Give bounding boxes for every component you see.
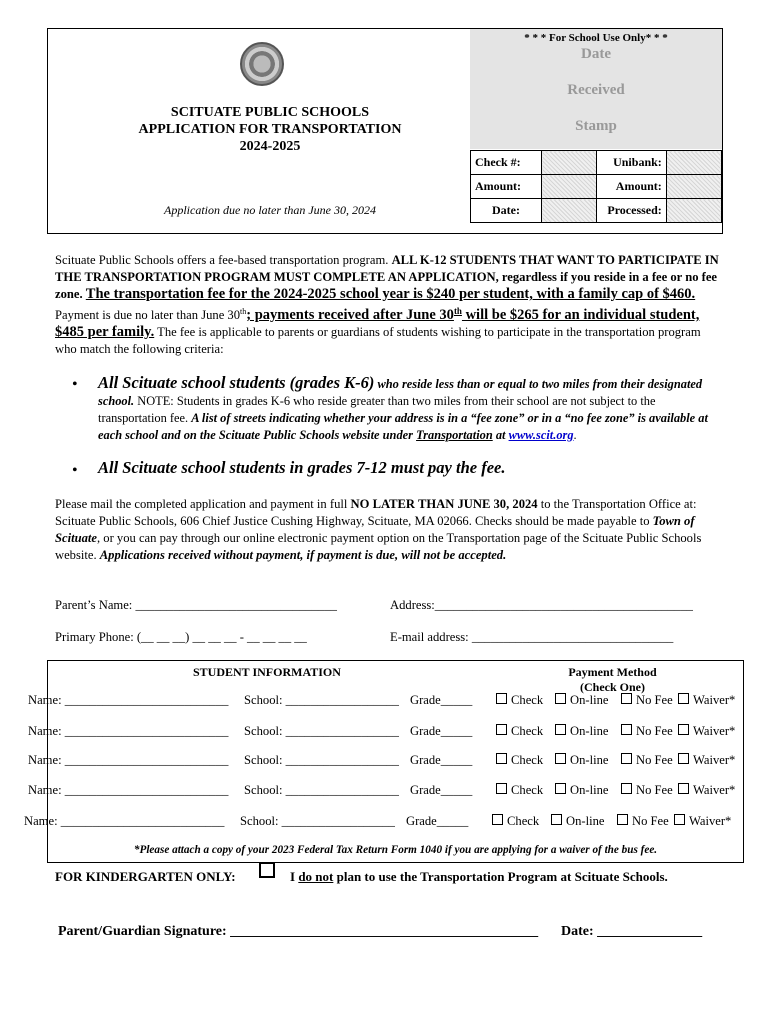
- amount2-field: [666, 175, 721, 199]
- mail-text-3: , or you can pay through our online electronic payment option on the Transportation page of the Scituate Public Schools website.: [55, 531, 702, 562]
- title-line3: 2024-2025: [239, 139, 301, 154]
- check-number-field: [542, 151, 597, 175]
- payment-method-title: Payment Method: [568, 665, 657, 679]
- stamp-word-date: Date: [581, 46, 611, 62]
- pay-waiver-option[interactable]: [678, 753, 735, 768]
- payment-due-text: Payment is due no later than June 30: [55, 308, 241, 323]
- phone-field[interactable]: Primary Phone: (__ __ __) __ __ __ - __ __ __ __: [55, 630, 307, 644]
- student-school-field[interactable]: School: __________________: [244, 693, 399, 707]
- checkbox-icon[interactable]: [496, 753, 507, 764]
- student-name-field[interactable]: Name: __________________________: [28, 753, 229, 767]
- amount2-label: Amount:: [597, 175, 667, 199]
- pay-nofee-option[interactable]: [617, 814, 669, 829]
- option-label: Check: [511, 783, 544, 797]
- signature-field[interactable]: Parent/Guardian Signature: ____________________________________________: [58, 924, 539, 939]
- mail-warning: Applications received without payment, if payment is due, will not be accepted.: [99, 548, 507, 562]
- option-label: Waiver*: [693, 724, 736, 738]
- student-school-field[interactable]: School: __________________: [240, 814, 395, 828]
- kinder-text-b: plan to use the Transportation Program at Scituate Schools.: [333, 869, 668, 884]
- checkbox-icon[interactable]: [555, 753, 566, 764]
- option-label: On-line: [566, 814, 605, 828]
- option-label: No Fee: [636, 753, 673, 767]
- checkbox-icon[interactable]: [492, 814, 503, 825]
- bullet-2: •: [72, 462, 78, 479]
- mail-deadline: NO LATER THAN JUNE 30, 2024: [350, 497, 538, 511]
- checkbox-icon[interactable]: [621, 753, 632, 764]
- bullet-1: •: [72, 376, 78, 393]
- option-label: Waiver*: [693, 753, 736, 767]
- kinder-text-u: do not: [298, 869, 334, 884]
- pay-waiver-option[interactable]: [678, 724, 735, 739]
- option-label: Waiver*: [693, 783, 736, 797]
- student-name-field[interactable]: Name: __________________________: [28, 693, 229, 707]
- kindergarten-label: FOR KINDERGARTEN ONLY:: [55, 869, 236, 884]
- option-label: Check: [507, 814, 540, 828]
- waiver-footnote: *Please attach a copy of your 2023 Federal Tax Return Form 1040 if you are applying for a waiver of the bus fee.: [133, 844, 658, 856]
- parent-name-field[interactable]: Parent’s Name: ________________________________: [55, 598, 337, 612]
- checkbox-icon[interactable]: [621, 783, 632, 794]
- stamp-heading: * * * For School Use Only* * *: [524, 32, 668, 44]
- checkbox-icon[interactable]: [496, 783, 507, 794]
- address-field[interactable]: Address:_________________________________________: [390, 598, 693, 612]
- intro-bold: ALL K-12 STUDENTS THAT WANT TO PARTICIPATE IN THE TRANSPORTATION PROGRAM MUST COMPLETE AN APPLICATION, regardless if you reside in a fee or no fee zone.: [55, 253, 719, 301]
- mail-text-2: to the Transportation Office at: Scituate Public Schools, 606 Chief Justice Cushing Highway, Scituate, MA 02066. Checks should be made payable to: [55, 497, 697, 528]
- checkbox-icon[interactable]: [555, 783, 566, 794]
- pay-check-option[interactable]: [496, 693, 543, 708]
- title-line1: SCITUATE PUBLIC SCHOOLS: [170, 105, 370, 120]
- kinder-text-a: I: [290, 869, 299, 884]
- page-title: [70, 104, 470, 155]
- payee-name: Town of Scituate: [55, 514, 695, 545]
- checkbox-icon[interactable]: [617, 814, 628, 825]
- kindergarten-statement: [290, 869, 668, 885]
- bullet-1-heading: All Scituate school students (grades K-6): [98, 373, 375, 392]
- student-grade-field[interactable]: Grade_____: [410, 693, 473, 707]
- option-label: On-line: [570, 693, 609, 707]
- pay-online-option[interactable]: [551, 814, 604, 829]
- student-grade-field[interactable]: Grade_____: [410, 753, 473, 767]
- student-school-field[interactable]: School: __________________: [244, 753, 399, 767]
- option-label: Check: [511, 724, 544, 738]
- stamp-word-received: Received: [567, 82, 625, 98]
- pay-nofee-option[interactable]: [621, 753, 673, 768]
- checkbox-icon[interactable]: [555, 693, 566, 704]
- checkbox-icon[interactable]: [621, 724, 632, 735]
- student-grade-field[interactable]: Grade_____: [410, 724, 473, 738]
- option-label: No Fee: [632, 814, 669, 828]
- late-th-sup: th: [453, 306, 462, 316]
- bullet-1-text: [98, 374, 720, 444]
- pay-online-option[interactable]: [555, 753, 608, 768]
- student-info-heading: STUDENT INFORMATION: [193, 665, 341, 679]
- checkbox-icon[interactable]: [674, 814, 685, 825]
- date-label: Date:: [471, 199, 542, 223]
- checkbox-icon[interactable]: [678, 724, 689, 735]
- option-label: On-line: [570, 724, 609, 738]
- pay-waiver-option[interactable]: [674, 814, 731, 829]
- stamp-word-stamp: Stamp: [575, 118, 617, 134]
- office-use-grid: [470, 150, 722, 234]
- option-label: No Fee: [636, 724, 673, 738]
- late-fee-text: ; payments received after June 30: [246, 307, 454, 324]
- pay-check-option[interactable]: [492, 814, 539, 829]
- pay-check-option[interactable]: [496, 724, 543, 739]
- intro-tail: The fee is applicable to parents or guardians of students wishing to participate in the transportation program who match the following criteria:: [55, 325, 701, 357]
- fee-text: The transportation fee for the 2024-2025 school year is $240 per student, with a family cap of $460.: [85, 286, 696, 302]
- pay-check-option[interactable]: [496, 783, 543, 798]
- pay-nofee-option[interactable]: [621, 783, 673, 798]
- email-field[interactable]: E-mail address: ________________________________: [390, 630, 674, 644]
- check-number-label: Check #:: [471, 151, 542, 175]
- student-grade-field[interactable]: Grade_____: [410, 783, 473, 797]
- unibank-field: [666, 151, 721, 175]
- option-label: Check: [511, 753, 544, 767]
- pay-waiver-option[interactable]: [678, 783, 735, 798]
- mail-paragraph: [55, 496, 720, 564]
- pay-nofee-option[interactable]: [621, 693, 673, 708]
- bullet-1-bi: who reside less than or equal to two miles from their designated school.: [98, 377, 703, 408]
- student-grade-field[interactable]: Grade_____: [406, 814, 469, 828]
- bullet-2-text: All Scituate school students in grades 7-12 must pay the fee.: [98, 458, 506, 477]
- checkbox-icon[interactable]: [678, 783, 689, 794]
- amount-label: Amount:: [471, 175, 542, 199]
- checkbox-icon[interactable]: [496, 724, 507, 735]
- checkbox-icon[interactable]: [551, 814, 562, 825]
- unibank-label: Unibank:: [597, 151, 667, 175]
- pay-online-option[interactable]: [555, 724, 608, 739]
- title-line2: APPLICATION FOR TRANSPORTATION: [138, 122, 402, 137]
- date-field: [542, 199, 597, 223]
- student-school-field[interactable]: School: __________________: [244, 724, 399, 738]
- bullet-1-note: NOTE: Students in grades K-6 who reside greater than two miles from their school are not subject to the transportation fee.: [98, 394, 656, 425]
- payment-method-heading: [565, 665, 660, 695]
- checkbox-icon[interactable]: [496, 693, 507, 704]
- pay-waiver-option[interactable]: [678, 693, 735, 708]
- bullet-1-end: .: [573, 428, 577, 442]
- bullet-1-at: at: [492, 428, 509, 442]
- student-name-field[interactable]: Name: __________________________: [24, 814, 225, 828]
- option-label: No Fee: [636, 693, 673, 707]
- checkbox-icon[interactable]: [678, 693, 689, 704]
- option-label: On-line: [570, 783, 609, 797]
- student-name-field[interactable]: Name: __________________________: [28, 783, 229, 797]
- transportation-link[interactable]: Transportation: [416, 428, 493, 442]
- website-link[interactable]: www.scit.org: [508, 428, 574, 442]
- pay-online-option[interactable]: [555, 783, 608, 798]
- student-name-field[interactable]: Name: __________________________: [28, 724, 229, 738]
- intro-paragraph: [55, 252, 720, 358]
- option-label: No Fee: [636, 783, 673, 797]
- processed-field: [666, 199, 721, 223]
- option-label: On-line: [570, 753, 609, 767]
- payment-method-sub: (Check One): [580, 680, 645, 694]
- pay-online-option[interactable]: [555, 693, 608, 708]
- pay-nofee-option[interactable]: [621, 724, 673, 739]
- mail-text-1: Please mail the completed application and payment in full: [55, 497, 351, 511]
- late-fee-text2: will be $265 for an individual student, $485 per family.: [55, 307, 700, 341]
- signature-date-field[interactable]: Date: _______________: [561, 924, 703, 939]
- option-label: Waiver*: [693, 693, 736, 707]
- option-label: Check: [511, 693, 544, 707]
- intro-text: Scituate Public Schools offers a fee-based transportation program.: [55, 253, 392, 267]
- checkbox-icon[interactable]: [678, 753, 689, 764]
- kindergarten-checkbox[interactable]: [259, 862, 275, 878]
- student-school-field[interactable]: School: __________________: [244, 783, 399, 797]
- pay-check-option[interactable]: [496, 753, 543, 768]
- due-date-note: Application due no later than June 30, 2024: [164, 203, 376, 217]
- checkbox-icon[interactable]: [621, 693, 632, 704]
- amount-field: [542, 175, 597, 199]
- processed-label: Processed:: [597, 199, 667, 223]
- option-label: Waiver*: [689, 814, 732, 828]
- th-sup: th: [240, 307, 247, 316]
- bullet-1-bi2: A list of streets indicating whether your address is in a “fee zone” or in a “no fee zone” is available at each school and on the Scituate Public Schools website under: [98, 411, 708, 442]
- checkbox-icon[interactable]: [555, 724, 566, 735]
- school-seal-logo: [240, 42, 284, 86]
